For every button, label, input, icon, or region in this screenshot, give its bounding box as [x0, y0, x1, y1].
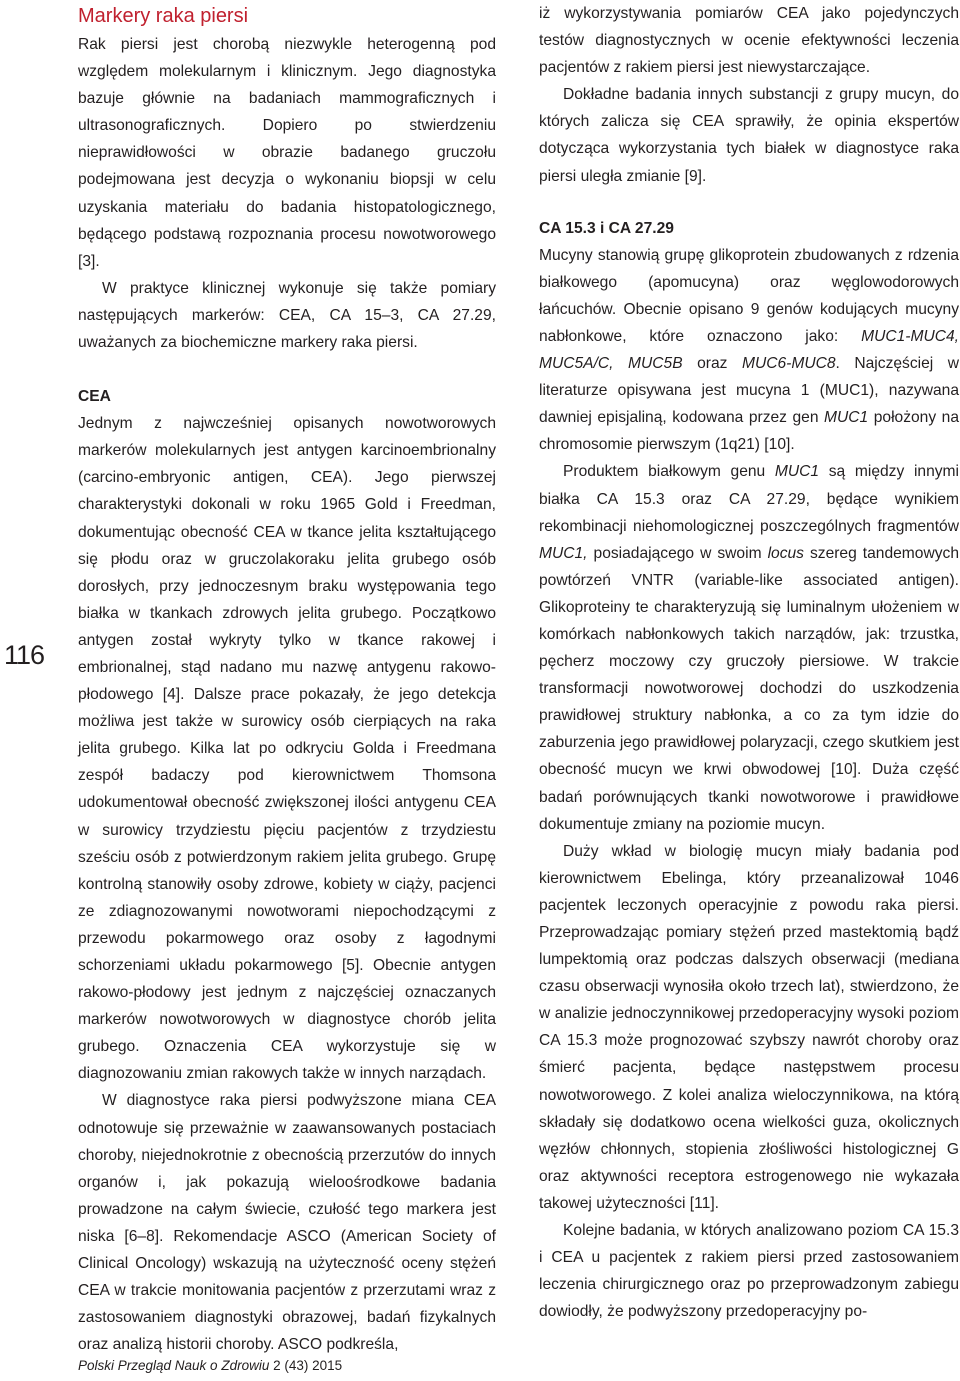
text-run: oraz	[682, 355, 742, 373]
paragraph: W praktyce klinicznej wykonuje się także pomiary następujących markerów: CEA, CA 15–3, CA 27.29, uważanych za biochemiczne markery raka piersi.	[78, 279, 496, 352]
section-gap	[539, 190, 959, 215]
left-column	[78, 0, 496, 1358]
paragraph	[539, 458, 959, 837]
paragraph	[539, 242, 959, 459]
right-column	[539, 0, 959, 1325]
text-run: Mucyny stanowią grupę glikoprotein zbudowanych z rdzenia białkowego (apomucyna) oraz węglowodorowych łańcuchów. Obecnie opisano 9 genów kodujących mucyny nabłonkowe, które oznaczono jako:	[539, 246, 959, 345]
footer-journal	[78, 1358, 342, 1373]
text-run: . Najczęściej w literaturze opisywana jest mucyna 1 (MUC1), nazywana dawniej episjaliną, kodowana przez gen	[539, 355, 959, 427]
section-gap	[78, 356, 496, 383]
journal-issue: 2 (43) 2015	[273, 1358, 343, 1373]
article-section-title: Markery raka piersi	[78, 5, 249, 27]
paragraph: Rak piersi jest chorobą niezwykle heterogenną pod względem molekularnym i klinicznym. Jego diagnostyka bazuje głównie na badaniach mammograficznych i ultrasonograficznych. Dopiero po stwierdzeniu nieprawidłowości w obrazie badanego gruczołu podejmowana jest decyzja o wykonaniu biopsji w celu uzyskania materiału do badania histopatologicznego, będącego podstawą rozpoznania procesu nowotworowego [3].	[78, 36, 496, 270]
section-heading-cea: CEA	[78, 388, 111, 406]
gene-name: MUC1	[824, 409, 869, 427]
latin-term: locus	[767, 544, 804, 562]
paragraph: Kolejne badania, w których analizowano poziom CA 15.3 i CEA u pacjentek z rakiem piersi przed zastosowaniem leczenia chirurgicznego oraz po przeprowadzonym zabiegu dowiodły, że podwyższony przedoperacyjny po-	[539, 1222, 959, 1321]
paragraph: Dokładne badania innych substancji z grupy mucyn, do których zalicza się CEA sprawiły, że opinia ekspertów dotycząca wykorzystania tych białek w diagnostyce raka piersi uległa zmianie [9].	[539, 86, 959, 185]
paragraph: iż wykorzystywania pomiarów CEA jako pojedynczych testów diagnostycznych w ocenie efektywności leczenia pacjentów z rakiem piersi jest niewystarczające.	[539, 5, 959, 77]
paragraph: W diagnostyce raka piersi podwyższone miana CEA odnotowuje się przeważnie w zaawansowanych postaciach choroby, niejednokrotnie z obecnością przerzutów do innych organów i, jak pokazują wieloośrodkowe badania prowadzone na całym świecie, czułość tego markera jest niska [6–8]. Rekomendacje ASCO (American Society of Clinical Oncology) wskazują na użyteczność oceny stężeń CEA w trakcie monitowania pacjentów z przerzutami wraz z zastosowaniem diagnostyki obrazowej, badań fizykalnych oraz analizą historii choroby. ASCO podkreśla,	[78, 1092, 496, 1354]
text-run: są między innymi białka CA 15.3 oraz CA 27.29, będące wynikiem rekombinacji niehomologicznej poszczególnych fragmentów	[539, 463, 959, 535]
gene-name: MUC1-MUC4, MUC5A/C, MUC5B	[539, 327, 959, 373]
page-number: 116	[4, 640, 45, 670]
text-run: posiadającego w swoim	[587, 544, 768, 562]
text-run: szereg tandemowych powtórzeń VNTR (variable-like associated antigen). Glikoproteiny te charakteryzują się luminalnym ułożeniem w komórkach nabłonkowych takich narządów, jak: trzustka, pęcherz moczowy czy gruczoły piersiowe. W trakcie transformacji nowotworowej dochodzi do uszkodzenia prawidłowej struktury nabłonka, a co za tym idzie do zaburzenia jego prawidłowej polaryzacji, czego skutkiem jest obecność mucyn we krwi obwodowej [10]. Duża część badań porównujących tkanki nowotworowe i prawidłowe dokumentuje zmiany na poziomie mucyn.	[539, 544, 959, 833]
section-heading-ca: CA 15.3 i CA 27.29	[539, 219, 674, 237]
gene-name: MUC1,	[539, 544, 588, 562]
text-run: położony na chromosomie pierwszym (1q21) [10].	[539, 409, 960, 454]
journal-name: Polski Przegląd Nauk o Zdrowiu	[78, 1358, 270, 1373]
gene-name: MUC6-MUC8	[741, 355, 836, 373]
text-run: Produktem białkowym genu	[563, 463, 775, 481]
paragraph: Duży wkład w biologię mucyn miały badania pod kierownictwem Ebelinga, który przeanalizował 1046 pacjentek leczonych operacyjnie z powodu raka piersi. Przeprowadzając pomiary stężeń przed mastektomią bądź lumpektomią oraz podczas dalszych obserwacji (mediana czasu obserwacji wynosiła około trzech lat), stwierdzono, że w analizie jednoczynnikowej przedoperacyjny wysoki poziom CA 15.3 może prognozować szybszy nawrót choroby oraz śmierć pacjenta, będące następstwem procesu nowotworowego. Z kolei analiza wieloczynnikowa, na którą składały się dodatkowo ocena wielkości guza, okolicznych węzłów chłonnych, stopienia złośliwości histologicznej G oraz aktywności receptora estrogenowego nie wykazała takowej użyteczności [11].	[539, 842, 959, 1212]
paragraph: Jednym z najwcześniej opisanych nowotworowych markerów molekularnych jest antygen karcinoembrionalny (carcino-embryonic antigen, CEA). Jego pierwszej charakterystyki dokonali w roku 1965 Gold i Freedman, dokumentując obecność CEA w tkance jelita kształtującego się płodu oraz w gruczolakoraku jelita grubego osób dorosłych, przy jednoczesnym braku występowania tego białka w tkankach zdrowych jelita grubego. Początkowo antygen został wykryty tylko w tkance rakowej i embrionalnej, stąd nadano mu nazwę antygenu rakowo-płodowego [4]. Dalsze prace pokazały, że jego detekcja możliwa jest także w surowicy osób cierpiących na raka jelita grubego. Kilka lat po odkryciu Golda i Freedmana zespół badaczy pod kierownictwem Thomsona udokumentował obecność zwiększonej ilości antygenu CEA w surowicy trzydziestu pięciu pacjentów z trzydziestu sześciu osób z potwierdzonym rakiem jelita grubego. Grupę kontrolną stanowiły osoby zdrowe, kobiety w ciąży, pacjenci ze zdiagnozowanymi nowotworami niepochodzącymi z przewodu pokarmowego oraz osoby z łagodnymi schorzeniami układu pokarmowego [5]. Obecnie antygen rakowo-płodowy jest jednym z najczęściej oznaczanych markerów nowotworowych w diagnostyce chorób jelita grubego. Oznaczenia CEA wykorzystuje się w diagnozowaniu zmian rakowych także w innych narządach.	[78, 415, 496, 1083]
gene-name: MUC1	[774, 463, 820, 481]
